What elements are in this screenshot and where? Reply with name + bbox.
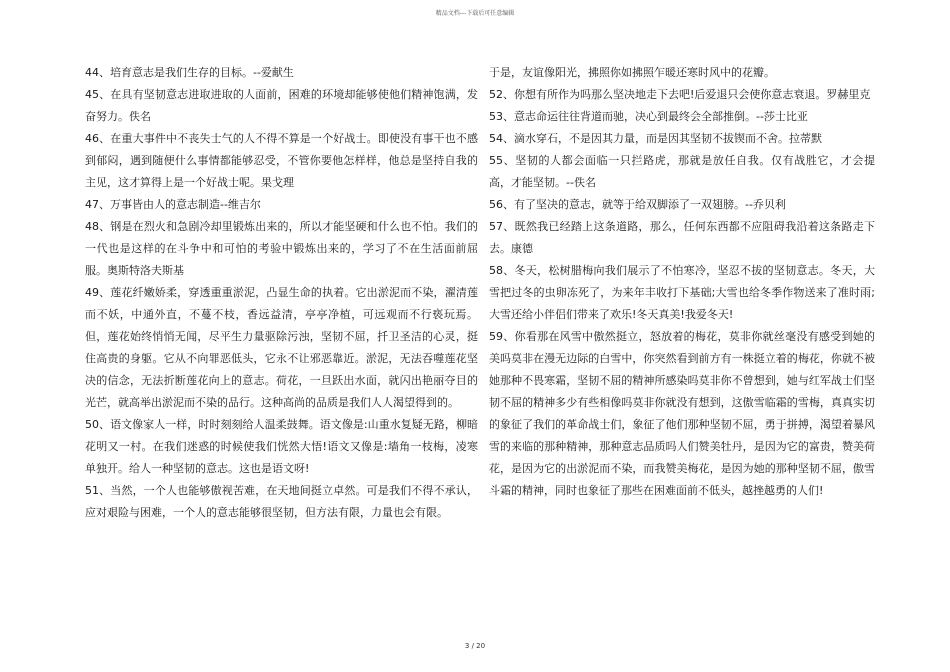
- paragraph-51: 51、当然，一个人也能够傲视苦难，在天地间挺立卓然。可是我们不得不承认，应对艰险与困难，一个人的意志能够很坚韧，但方法有限，力量也会有限。: [85, 484, 478, 519]
- paragraph-53: 53、意志命运往往背道而驰，决心到最终会全部推倒。--莎士比亚: [489, 110, 808, 123]
- paragraph-47: 47、万事皆由人的意志制造--维吉尔: [85, 198, 261, 211]
- paragraph-58: 58、冬天，松树腊梅向我们展示了不怕寒冷，坚忍不拔的坚韧意志。冬天，大雪把过冬的虫卵冻死了，为来年丰收打下基础;大雪也给冬季作物送来了准时雨;大雪还给小伴侣们带来了欢乐!冬天真美!我爱冬天!: [489, 264, 875, 321]
- paragraph-51-continued: 于是，友谊像阳光，拂照你如拂照乍暖还寒时风中的花瓣。: [489, 66, 775, 79]
- paragraph-50: 50、语文像家人一样，时时刻刻给人温柔鼓舞。语文像是:山重水复疑无路，柳暗花明又一村。在我们迷惑的时候使我们恍然大悟!语文又像是:墙角一枝梅，凌寒单独开。给人一种坚韧的意志。这也是语文呀!: [85, 418, 478, 475]
- left-column: [85, 62, 478, 524]
- paragraph-52: 52、你想有所作为吗那么坚决地走下去吧!后爱退只会使你意志衰退。罗赫里克: [489, 88, 871, 101]
- right-column: [489, 62, 875, 502]
- paragraph-54: 54、滴水穿石，不是因其力量，而是因其坚韧不拔锲而不舍。拉蒂默: [489, 132, 822, 145]
- paragraph-48: 48、钢是在烈火和急剧冷却里锻炼出来的，所以才能坚硬和什么也不怕。我们的一代也是这样的在斗争中和可怕的考验中锻炼出来的，学习了不在生活面前屈服。奥斯特洛夫斯基: [85, 220, 478, 277]
- paragraph-45: 45、在具有坚韧意志进取进取的人面前，困难的环境却能够使他们精神饱满，发奋努力。佚名: [85, 88, 478, 123]
- paragraph-49: 49、莲花纤嫩娇柔，穿透重重淤泥，凸显生命的执着。它出淤泥而不染，濯清莲而不妖，中通外直，不蔓不枝，香远益清，亭亭净植，可远观而不行亵玩焉。但，莲花始终悄悄无闻，尽平生力量驱除污浊，坚韧不屈，扦卫圣洁的心灵，挺住高贵的身躯。它从不向罪恶低头，它永不让邪恶靠近。淤泥，无法吞噬莲花坚决的信念，无法折断莲花向上的意志。荷花，一旦跃出水面，就闪出艳丽夺目的光芒，就高举出淤泥而不染的品行。这种高尚的品质是我们人人渴望得到的。: [85, 286, 478, 409]
- page-header: 精品文档---下载后可任意编辑: [435, 10, 515, 17]
- paragraph-55: 55、坚韧的人都会面临一只拦路虎，那就是放任自我。仅有战胜它，才会提高，才能坚韧。--佚名: [489, 154, 875, 189]
- paragraph-46: 46、在重大事件中不丧失士气的人不得不算是一个好战士。即使没有事干也不感到郁闷，遇到随便什么事情都能够忍受，不管你要他怎样样，他总是坚持自我的主见，这才算得上是一个好战士呢。果戈理: [85, 132, 478, 189]
- paragraph-44: 44、培育意志是我们生存的目标。--爱献生: [85, 66, 294, 79]
- paragraph-59: 59、你看那在风雪中傲然挺立，怒放着的梅花，莫非你就丝毫没有感受到她的美吗莫非在漫无边际的白雪中，你突然看到前方有一株挺立着的梅花，你就不被她那种不畏寒霜，坚韧不屈的精神所感染吗莫非你不曾想到，她与红军战士们坚韧不屈的精神多少有些相像吗莫非你就没有想到，这傲雪临霜的雪梅，真真实切的象征了我们的革命战士们，象征了他们那种坚韧不屈，勇于拼搏，渴望着暴风雪的来临的那种精神，那种意志品质吗人们赞美牡丹，是因为它的富贵，赞美荷花，是因为它的出淤泥而不染，而我赞美梅花，是因为她的那种坚韧不屈，傲雪斗霜的精神，同时也象征了那些在困难面前不低头，越挫越勇的人们!: [489, 330, 875, 497]
- paragraph-56: 56、有了坚决的意志，就等于给双脚添了一双翅膀。--乔贝利: [489, 198, 786, 211]
- paragraph-57: 57、既然我已经踏上这条道路，那么，任何东西都不应阻碍我沿着这条路走下去。康德: [489, 220, 875, 255]
- page-number: 3 / 20: [464, 642, 486, 650]
